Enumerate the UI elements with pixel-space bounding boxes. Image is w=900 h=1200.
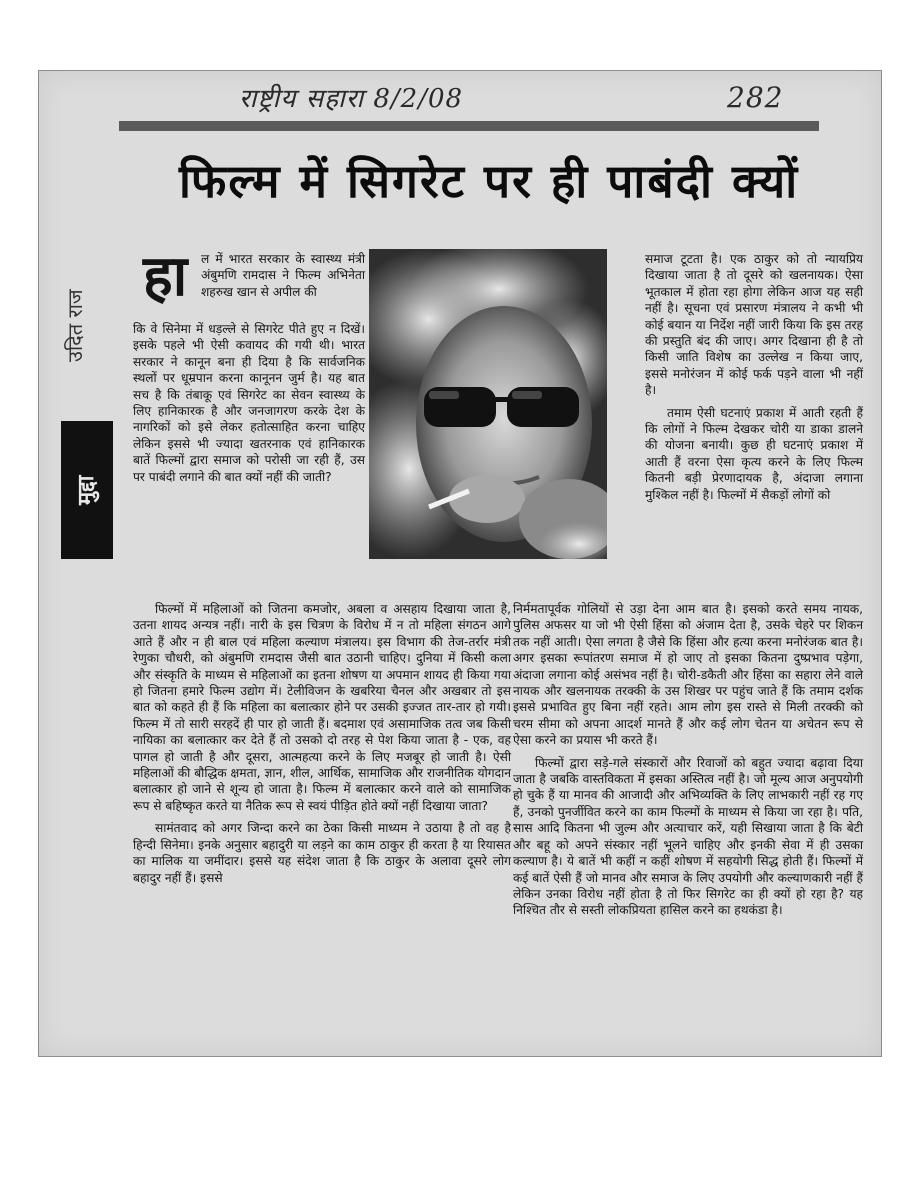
paragraph: समाज टूटता है। एक ठाकुर को तो न्यायप्रिय दिखाया जाता है तो दूसरे को खलनायक। ऐसा भूतकाल में होता रहा होगा लेकिन आज यह सही नहीं है। सूचना एवं प्रसारण मंत्रालय ने कभी भी कोई बयान या निर्देश नहीं जारी किया कि इस तरह की प्रस्तुति बंद की जाए। अगर दिखाना ही है तो किसी जाति विशेष का उल्लेख न किया जाए, इससे मनोरंजन में कोई फर्क पड़ने वाला भी नहीं है।	[645, 252, 863, 398]
drop-cap: हा	[143, 244, 188, 309]
column-1-intro	[201, 251, 365, 306]
column-1-body	[133, 321, 365, 491]
column-3-top	[645, 251, 863, 509]
author-byline: उदित राज	[63, 289, 87, 363]
handwritten-masthead-note: राष्ट्रीय सहारा 8/2/08	[239, 84, 464, 114]
paragraph: ल में भारत सरकार के स्वास्थ्य मंत्री अंबुमणि रामदास ने फिल्म अभिनेता शहरुख खान से अपील की	[201, 252, 365, 299]
paragraph: फिल्मों में महिलाओं को जितना कमजोर, अबला व असहाय दिखाया जाता है, उतना शायद अन्यत्र नहीं। नारी के इस चित्रण के विरोध में न तो महिला संगठन आगे आते हैं और न ही बाल एवं महिला कल्याण मंत्रालय। इस विभाग की तेज-तर्रार मंत्री रेणुका चौधरी, को अंबुमणि रामदास जैसी बात उठानी चाहिए। दुनिया में किसी कला और संस्कृति के माध्यम से महिलाओं का इतना शोषण या अपमान शायद ही किया गया हो जितना हमारे फिल्म उद्योग में। टेलीविजन के खबरिया चैनल और अखबार तो इस बात को कहते ही हैं कि महिला का बलात्कार होने पर उसकी इज्जत तार-तार हो गयी। फिल्म में तो सारी सरहदें ही पार हो जाती हैं। बदमाश एवं असामाजिक तत्व जब किसी नायिका का बलात्कार कर देते हैं तो उसको दो तरह से पेश किया जाता है - एक, वह पागल हो जाती है और दूसरा, आत्महत्या करने के लिए मजबूर हो जाती है। ऐसी महिलाओं की बौद्धिक क्षमता, ज्ञान, शील, आर्थिक, सामाजिक और राजनीतिक योगदान बलात्कार हो जाने से शून्य हो जाता है। फिल्म में बलात्कार करने वाले को सामाजिक रूप से बहिष्कृत करते या नैतिक रूप से स्वयं पीड़ित होते क्यों नहीं दिखाया जाता?	[133, 602, 511, 813]
paragraph: फिल्मों द्वारा सड़े-गले संस्कारों और रिवाजों को बहुत ज्यादा बढ़ावा दिया जाता है जबकि वास्तविकता में इसका अस्तित्व नहीं है। जो मूल्य आज अनुपयोगी हो चुके हैं या मानव की आजादी और अभिव्यक्ति के लिए लाभकारी नहीं रह गए हैं, उनको पुनर्जीवित करने का काम फिल्मों के माध्यम से किया जा रहा है। पति, सास आदि कितना भी जुल्म और अत्याचार करें, यही सिखाया जाता है कि बेटी और बहू को अपने संस्कार नहीं भूलने चाहिए और इनकी सेवा में ही उसका कल्याण है। ये बातें भी कहीं न कहीं शोषण में सहयोगी सिद्ध होती हैं। फिल्मों में कई बातें ऐसी हैं जो मानव और समाज के लिए उपयोगी और कल्याणकारी नहीं हैं लेकिन उनका विरोध नहीं होता है तो फिर सिगरेट का ही क्यों हो रहा है? यह निश्चित तौर से सस्ती लोकप्रियता हासिल करने का हथकंडा है।	[513, 755, 863, 918]
paragraph: निर्ममतापूर्वक गोलियों से उड़ा देना आम बात है। इसको करते समय नायक, पुलिस अफसर या जो भी ऐसी हिंसा को अंजाम देता है, उसके चेहरे पर शिकन तक नहीं आती। ऐसा लगता है जैसे कि हिंसा और हत्या करना मनोरंजक बात है। अगर इसका रूपांतरण समाज में हो जाए तो इसका कितना दुष्प्रभाव पड़ेगा, अंदाजा लगाना कोई असंभव नहीं है। चोरी-डकैती और हिंसा का सहारा लेने वाले नायक और खलनायक तरक्की के उस शिखर पर पहुंच जाते हैं कि तमाम दर्शक इससे प्रभावित हुए बिना नहीं रहते। आम लोग इस रास्ते से मिली तरक्की को चरम सीमा को अपना आदर्श मानते हैं और कई लोग चेतन या अचेतन रूप से ऐसा करने का प्रयास भी करते हैं।	[513, 602, 863, 748]
smoking-man-photo	[369, 249, 607, 559]
article-headline: फिल्म में सिगरेट पर ही पाबंदी क्यों	[179, 154, 800, 208]
article-photo	[369, 249, 607, 559]
paragraph: तमाम ऐसी घटनाएं प्रकाश में आती रहती हैं कि लोगों ने फिल्म देखकर चोरी या डाका डालने की योजना बनायी। कुछ ही घटनाएं प्रकाश में आती हैं वरना ऐसा कृत्य करने के लिए फिल्म कितनी बड़ी प्रेरणादायक है, अंदाजा लगाना मुश्किल नहीं है। फिल्मों में सैकड़ों लोगों को	[645, 405, 863, 502]
section-label: मुद्दा	[61, 421, 113, 559]
column-lower-right	[513, 601, 863, 925]
handwritten-page-number: 282	[727, 81, 784, 114]
paragraph: सामंतवाद को अगर जिन्दा करने का ठेका किसी माध्यम ने उठाया है तो वह है हिन्दी सिनेमा। इनके अनुसार बहादुरी या लड़ने का काम ठाकुर ही करता है या रियासत का मालिक या जमींदार। इससे यह संदेश जाता है कि ठाकुर के अलावा दूसरे लोग बहादुर नहीं हैं। इससे	[133, 821, 511, 885]
header-rule	[119, 121, 819, 131]
column-lower-left	[133, 601, 511, 892]
paragraph: कि वे सिनेमा में धड़ल्ले से सिगरेट पीते हुए न दिखें। इसके पहले भी ऐसी कवायद की गयी थी। भारत सरकार ने कानून बना ही दिया है कि सार्वजनिक स्थलों पर धूम्रपान करना कानूनन जुर्म है। यह बात सच है कि तंबाकू एवं सिगरेट का सेवन स्वास्थ्य के लिए हानिकारक है और जनजागरण करके देश के नागरिकों को इसे लेकर हतोत्साहित करना चाहिए लेकिन इससे भी ज्यादा खतरनाक एवं हानिकारक बातें फिल्मों द्वारा समाज को परोसी जा रही हैं, उस पर पाबंदी लगाने की बात क्यों नहीं की जाती?	[133, 322, 365, 484]
newspaper-clipping	[38, 70, 882, 1057]
